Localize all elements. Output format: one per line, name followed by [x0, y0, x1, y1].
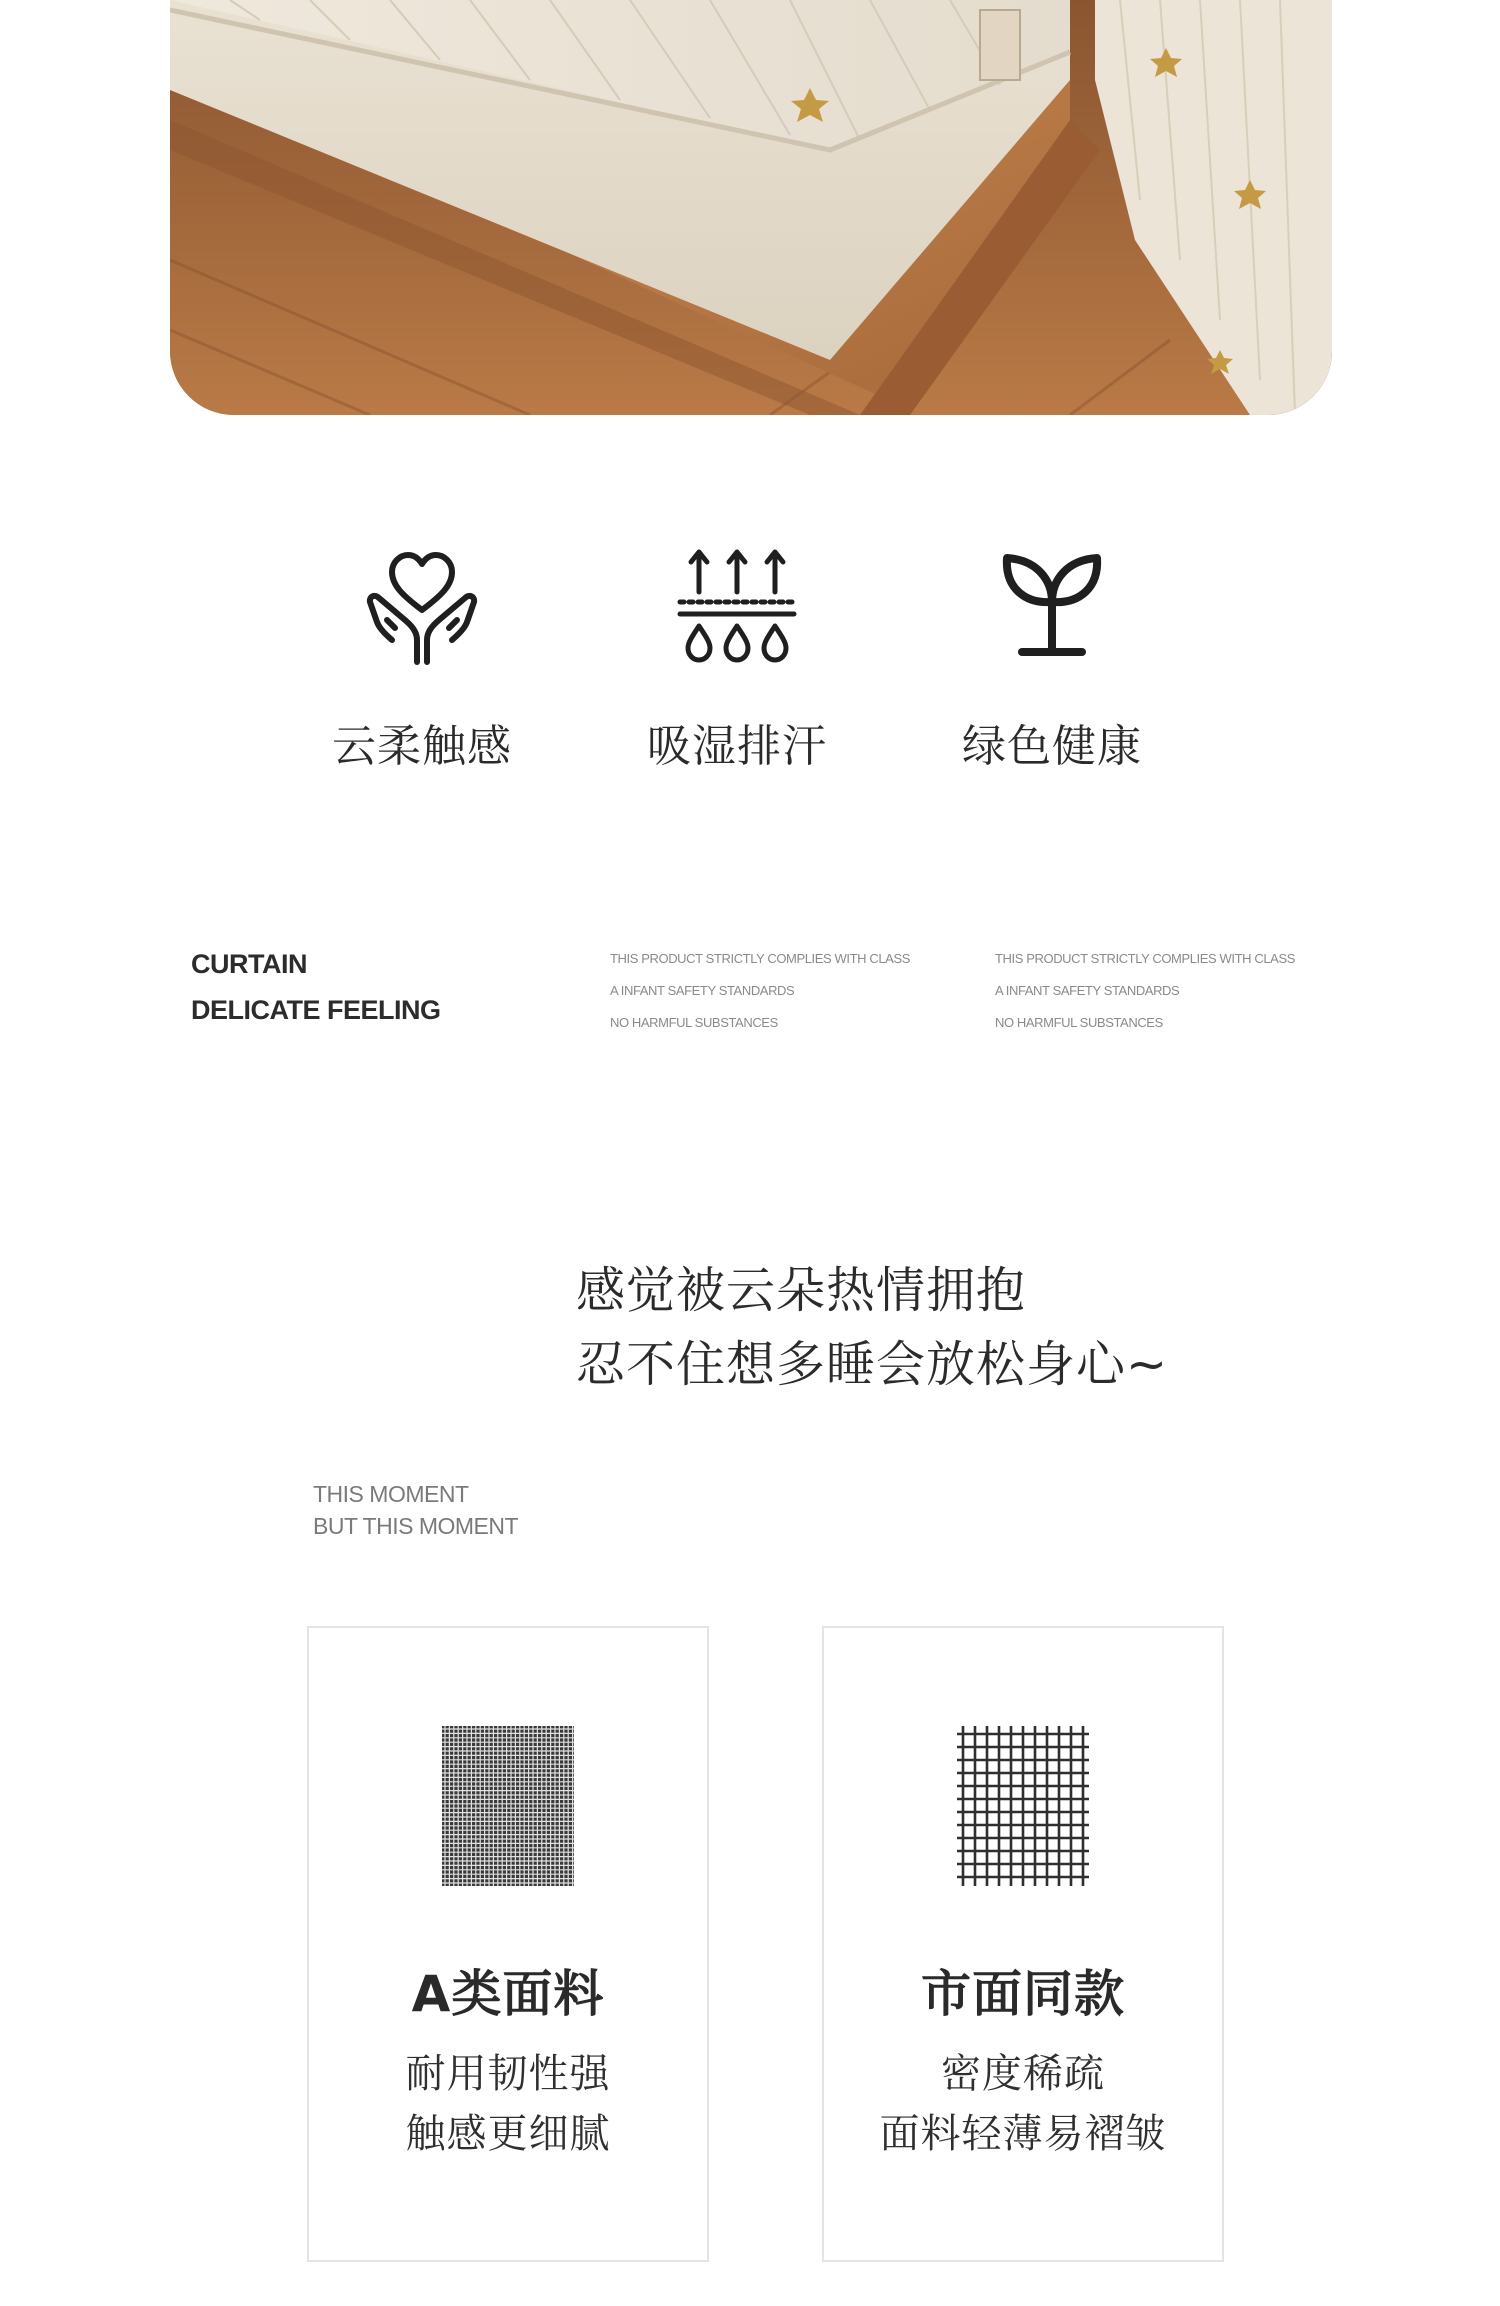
- moisture-wicking-icon: [672, 540, 802, 670]
- english-column-2: [995, 943, 1295, 1039]
- english-column-1: [610, 943, 910, 1039]
- english-heading-line2: DELICATE FEELING: [191, 995, 441, 1025]
- moment-caption: [313, 1478, 518, 1542]
- english-line: A INFANT SAFETY STANDARDS: [610, 983, 795, 998]
- moment-line1: THIS MOMENT: [313, 1481, 469, 1507]
- hero-photo: [170, 0, 1332, 415]
- card-title: A类面料: [411, 1965, 605, 2023]
- card-desc-line: 面料轻薄易褶皱: [879, 2111, 1167, 2157]
- slogan-line2: 忍不住想多睡会放松身心~: [576, 1336, 1169, 1393]
- feature-moisture: [587, 540, 887, 774]
- feature-soft: [272, 540, 572, 774]
- sparse-weave-icon: [957, 1726, 1089, 1886]
- feature-label: 吸湿排汗: [647, 721, 827, 772]
- card-desc-line: 触感更细腻: [405, 2111, 611, 2157]
- english-line: THIS PRODUCT STRICTLY COMPLIES WITH CLASS: [995, 951, 1295, 966]
- mattress-illustration: [170, 0, 1332, 415]
- moment-line2: BUT THIS MOMENT: [313, 1513, 519, 1539]
- english-line: NO HARMFUL SUBSTANCES: [995, 1015, 1163, 1030]
- english-heading: [191, 941, 441, 1033]
- slogan: [576, 1254, 1168, 1402]
- feature-label: 绿色健康: [962, 721, 1142, 772]
- feature-green: [902, 540, 1202, 774]
- english-line: NO HARMFUL SUBSTANCES: [610, 1015, 778, 1030]
- slogan-line1: 感觉被云朵热情拥抱: [576, 1262, 1027, 1319]
- dense-weave-icon: [442, 1726, 574, 1886]
- card-desc-line: 耐用韧性强: [405, 2051, 611, 2097]
- english-line: A INFANT SAFETY STANDARDS: [995, 983, 1180, 998]
- card-desc-line: 密度稀疏: [941, 2051, 1105, 2097]
- card-description: [824, 2044, 1222, 2164]
- feature-label: 云柔触感: [332, 721, 512, 772]
- card-description: [309, 2044, 707, 2164]
- card-title: 市面同款: [921, 1965, 1125, 2023]
- sprout-icon: [987, 540, 1117, 670]
- fabric-card-a-class: [307, 1626, 709, 2262]
- heart-hands-icon: [357, 540, 487, 670]
- fabric-card-market: [822, 1626, 1224, 2262]
- english-heading-line1: CURTAIN: [191, 949, 307, 979]
- english-line: THIS PRODUCT STRICTLY COMPLIES WITH CLASS: [610, 951, 910, 966]
